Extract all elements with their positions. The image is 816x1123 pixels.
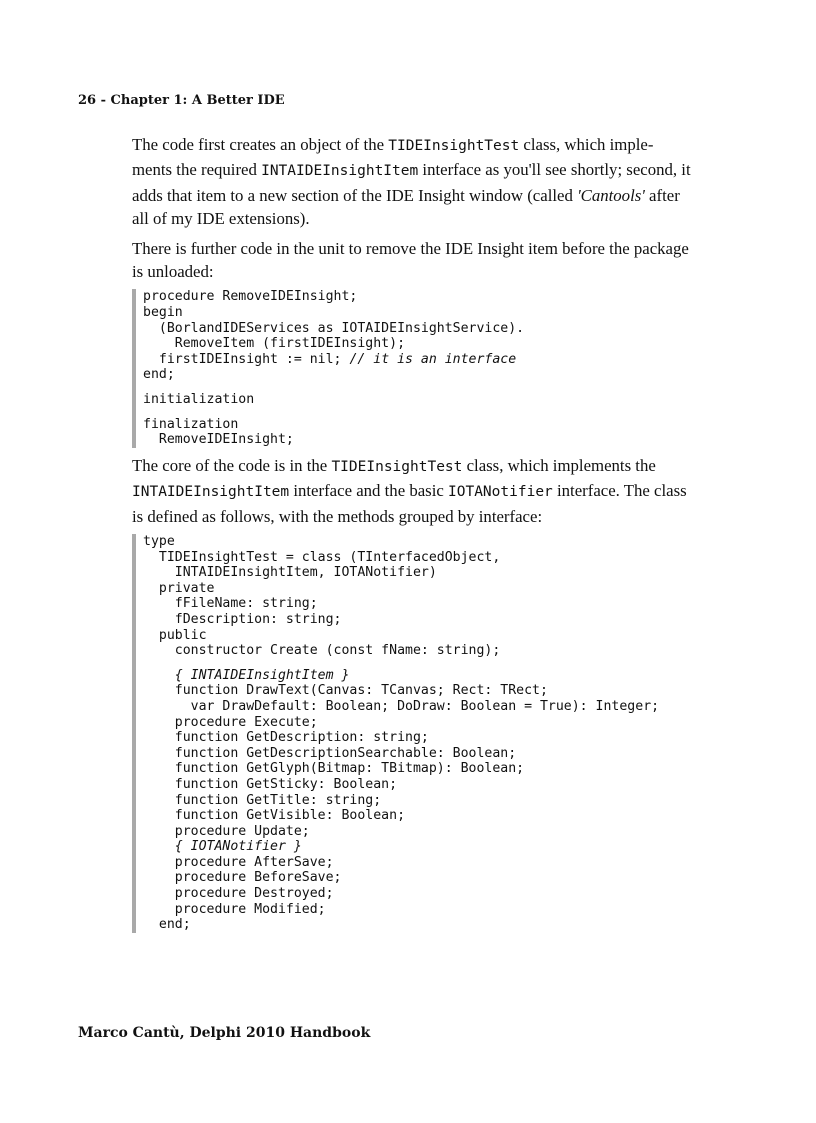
text: interface and the basic (289, 481, 449, 501)
text: interface as you'll see shortly; second, it adds that item to a new section of the IDE Insight window (called (132, 160, 691, 205)
code-line: procedure Destroyed; (143, 886, 334, 902)
code-gap (143, 383, 692, 392)
code-line: procedure Execute; (143, 714, 318, 730)
code-text: firstIDEInsight := nil; (143, 351, 350, 367)
paragraph-core (132, 454, 692, 528)
paragraph-intro (132, 133, 692, 231)
code-line: procedure Modified; (143, 901, 326, 917)
code-line: procedure AfterSave; (143, 854, 334, 870)
code-line: var DrawDefault: Boolean; DoDraw: Boolean = True): Integer; (143, 698, 660, 714)
code-line: constructor Create (const fName: string); (143, 643, 501, 659)
paragraph-unload: There is further code in the unit to remove the IDE Insight item before the package is unloaded: (132, 238, 689, 282)
code-comment (143, 839, 692, 855)
code-line: finalization (143, 416, 239, 432)
code-block-class (132, 534, 692, 933)
code-line: RemoveIDEInsight; (143, 432, 294, 448)
code-line: function GetGlyph(Bitmap: TBitmap): Boolean; (143, 761, 525, 777)
text: interface. The class is defined as follows, with the methods grouped by interface: (132, 481, 687, 526)
code-line: INTAIDEInsightItem, IOTANotifier) (143, 565, 437, 581)
code-line (143, 352, 692, 368)
code-comment: // it is an interface (349, 351, 517, 367)
page-footer: Marco Cantù, Delphi 2010 Handbook (78, 1025, 371, 1041)
code-line: RemoveItem (firstIDEInsight); (143, 336, 406, 352)
inline-code: IOTANotifier (448, 484, 553, 501)
code-line: private (143, 580, 215, 596)
code-line: type (143, 534, 175, 549)
code-line: (BorlandIDEServices as IOTAIDEInsightService). (143, 320, 525, 336)
text: after all of my IDE extensions). (132, 185, 680, 229)
code-line: procedure Update; (143, 823, 310, 839)
code-line: end; (143, 917, 191, 933)
code-line: fDescription: string; (143, 611, 342, 627)
code-comment-text: { INTAIDEInsightItem } (143, 667, 350, 683)
code-line: function DrawText(Canvas: TCanvas; Rect: TRect; (143, 683, 548, 699)
code-line: procedure BeforeSave; (143, 870, 342, 886)
code-line: function GetDescription: string; (143, 730, 429, 746)
inline-code: TIDEInsightTest (331, 458, 463, 475)
inline-code: INTAIDEInsightItem (132, 484, 290, 501)
code-line: TIDEInsightTest = class (TInterfacedObject, (143, 549, 501, 565)
code-line: function GetTitle: string; (143, 792, 382, 808)
code-comment (143, 668, 692, 684)
code-line: function GetDescriptionSearchable: Boolean; (143, 745, 517, 761)
code-line: end; (143, 367, 175, 383)
code-line: public (143, 627, 207, 643)
page-content (132, 133, 692, 939)
page-header: 26 - Chapter 1: A Better IDE (78, 93, 285, 108)
code-gap (143, 408, 692, 417)
code-line: function GetSticky: Boolean; (143, 776, 398, 792)
inline-code: TIDEInsightTest (388, 138, 520, 154)
text: class, which implements the (462, 455, 656, 475)
code-line: fFileName: string; (143, 596, 318, 612)
code-gap (143, 659, 692, 668)
code-line: procedure RemoveIDEInsight; (143, 289, 358, 305)
text: class, which imple-ments the required (132, 135, 654, 180)
text: The code first creates an object of the (132, 135, 389, 154)
inline-code: INTAIDEInsightItem (261, 163, 419, 180)
code-line: function GetVisible: Boolean; (143, 808, 406, 824)
emphasis: 'Cantools' (577, 185, 645, 205)
text: The core of the code is in the (132, 455, 332, 475)
code-block-remove (132, 289, 692, 447)
code-comment-text: { IOTANotifier } (143, 839, 302, 855)
code-line: begin (143, 305, 183, 321)
code-line: initialization (143, 392, 255, 407)
